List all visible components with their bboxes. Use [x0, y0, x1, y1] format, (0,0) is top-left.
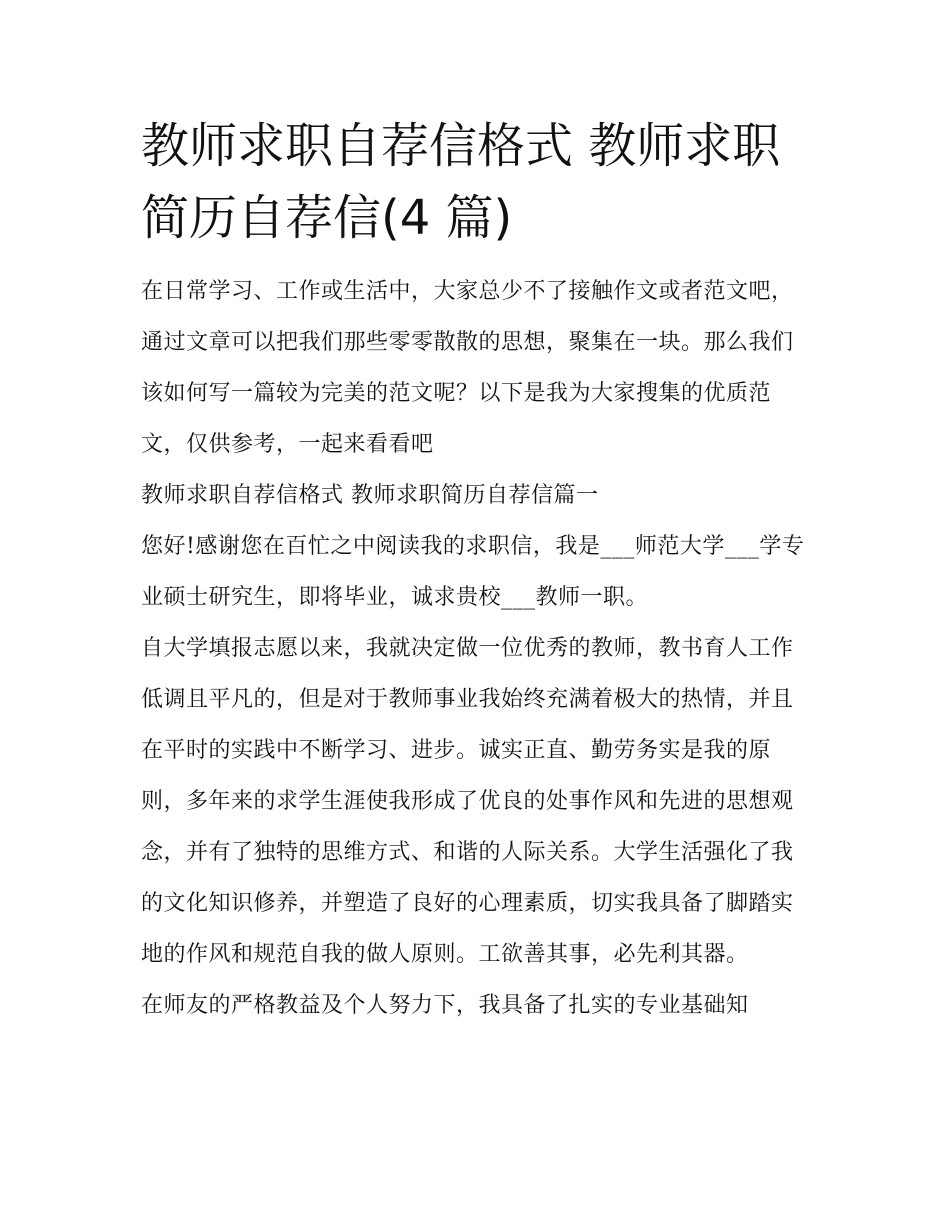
intro-paragraph: 在日常学习、工作或生活中，大家总少不了接触作文或者范文吧，通过文章可以把我们那些零零散散的思想，聚集在一块。那么我们该如何写一篇较为完美的范文呢？以下是我为大家搜集的优质范文，仅供参考，一起来看看吧: [141, 279, 794, 457]
body-paragraph-1: 自大学填报志愿以来，我就决定做一位优秀的教师，教书育人工作低调且平凡的，但是对于教师事业我始终充满着极大的热情，并且在平时的实践中不断学习、进步。诚实正直、勤劳务实是我的原则，多年来的求学生涯使我形成了优良的处事作风和先进的思想观念，并有了独特的思维方式、和谐的人际关系。大学生活强化了我的文化知识修养，并塑造了良好的心理素质，切实我具备了脚踏实地的作风和规范自我的做人原则。工欲善其事，必先利其器。: [141, 636, 794, 967]
section-heading: 教师求职自荐信格式 教师求职简历自荐信篇一: [141, 483, 599, 508]
document-title: [141, 110, 813, 254]
document-page: [141, 110, 813, 1031]
body-paragraph-2: 在师友的严格教益及个人努力下，我具备了扎实的专业基础知: [141, 993, 749, 1018]
title-line-1: 教师求职自荐信格式 教师求职: [141, 118, 781, 174]
greeting-paragraph: 您好!感谢您在百忙之中阅读我的求职信，我是___师范大学___学专业硕士研究生，即将毕业，诚求贵校___教师一职。: [141, 534, 805, 610]
title-line-2: 简历自荐信(4 篇): [141, 190, 513, 246]
